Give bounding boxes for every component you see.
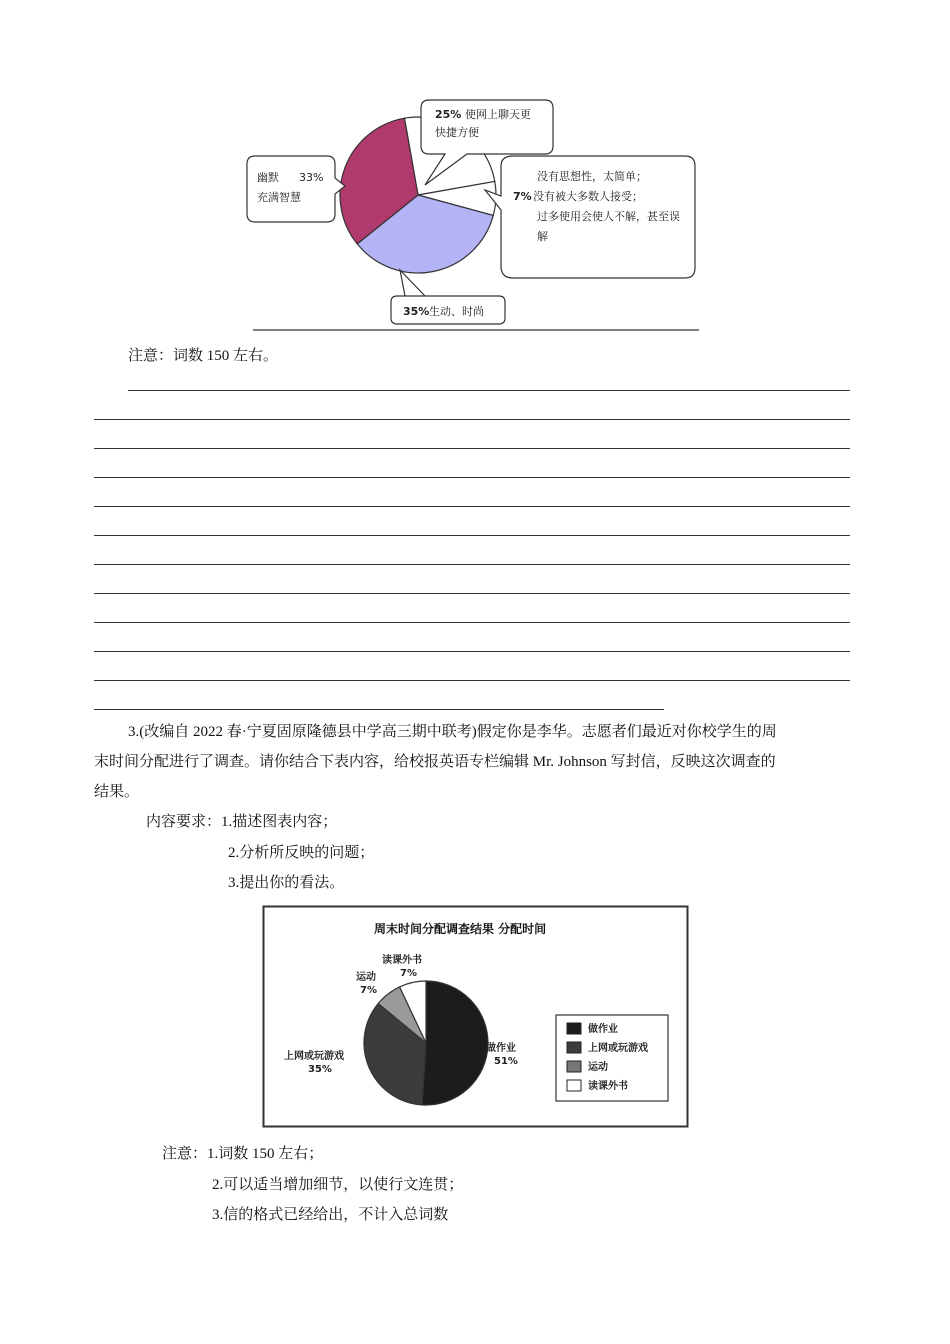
- answer-line-2[interactable]: [94, 419, 850, 420]
- requirement-2: 2.分析所反映的问题；: [228, 845, 375, 861]
- answer-line-12[interactable]: [94, 709, 664, 710]
- requirement-3: 3.提出你的看法。: [228, 875, 345, 891]
- label-sports: 运动: [356, 972, 376, 983]
- label-homework-pct: 51%: [494, 1056, 518, 1067]
- callout-7-line2: 没有被大多数人接受；: [533, 190, 643, 203]
- legend-swatch-homework: [567, 1023, 581, 1034]
- note2-line-1: 注意：1.词数 150 左右；: [162, 1146, 324, 1162]
- answer-line-6[interactable]: [94, 535, 850, 536]
- q3-line-2: 末时间分配进行了调查。请你结合下表内容，给校报英语专栏编辑 Mr. Johnson 写封信，反映这次调查的: [94, 754, 776, 770]
- legend-reading: 读课外书: [588, 1081, 628, 1092]
- answer-line-10[interactable]: [94, 651, 850, 652]
- callout-7-line1: 没有思想性，太简单；: [537, 170, 647, 183]
- note2-line-2: 2.可以适当增加细节，以使行文连贯；: [212, 1177, 464, 1193]
- note-word-count: 注意：词数 150 左右。: [128, 348, 279, 364]
- chart2-title: 周末时间分配调查结果 分配时间: [374, 922, 547, 936]
- legend-sports: 运动: [588, 1062, 608, 1073]
- callout-25-line2: 快捷方便: [435, 126, 479, 139]
- legend-swatch-internet: [567, 1042, 581, 1053]
- callout-7-line3: 过多使用会使人不解，甚至误: [537, 210, 680, 223]
- answer-line-5[interactable]: [94, 506, 850, 507]
- answer-line-9[interactable]: [94, 622, 850, 623]
- answer-line-8[interactable]: [94, 593, 850, 594]
- callout-33-bubble: [247, 156, 345, 222]
- answer-line-1[interactable]: [128, 390, 850, 391]
- pie-chart-1: [245, 90, 705, 340]
- callout-25-pct: 25%: [435, 108, 462, 121]
- q3-line-1: 3.(改编自 2022 春·宁夏固原隆德县中学高三期中联考)假定你是李华。志愿者们最近对你校学生的周: [128, 724, 777, 740]
- requirements-label: 内容要求：1.描述图表内容；: [146, 814, 338, 830]
- label-reading-pct: 7%: [400, 968, 417, 979]
- label-homework: 做作业: [486, 1043, 516, 1054]
- label-internet-pct: 35%: [308, 1064, 332, 1075]
- label-reading: 读课外书: [382, 955, 422, 966]
- label-internet: 上网或玩游戏: [284, 1051, 344, 1062]
- answer-line-11[interactable]: [94, 680, 850, 681]
- legend-homework: 做作业: [588, 1024, 618, 1035]
- callout-33-line2: 充满智慧: [257, 191, 301, 204]
- q3-line-3: 结果。: [94, 784, 140, 800]
- answer-line-7[interactable]: [94, 564, 850, 565]
- answer-line-4[interactable]: [94, 477, 850, 478]
- legend-swatch-sports: [567, 1061, 581, 1072]
- callout-35-text: 生动、时尚: [429, 305, 484, 318]
- callout-25-line1: 使网上聊天更: [465, 108, 531, 121]
- callout-35-pct: 35%: [403, 305, 430, 318]
- pie-chart-2: [262, 905, 690, 1129]
- pie2-slices: [364, 981, 488, 1105]
- label-sports-pct: 7%: [360, 985, 377, 996]
- callout-7-pct: 7%: [513, 190, 532, 203]
- legend-internet: 上网或玩游戏: [588, 1043, 648, 1054]
- callout-7-line4: 解: [537, 230, 548, 243]
- callout-33-pct: 33%: [299, 171, 324, 184]
- legend-swatch-reading: [567, 1080, 581, 1091]
- answer-line-3[interactable]: [94, 448, 850, 449]
- note2-line-3: 3.信的格式已经给出，不计入总词数: [212, 1207, 449, 1223]
- callout-33-name: 幽默: [257, 171, 279, 184]
